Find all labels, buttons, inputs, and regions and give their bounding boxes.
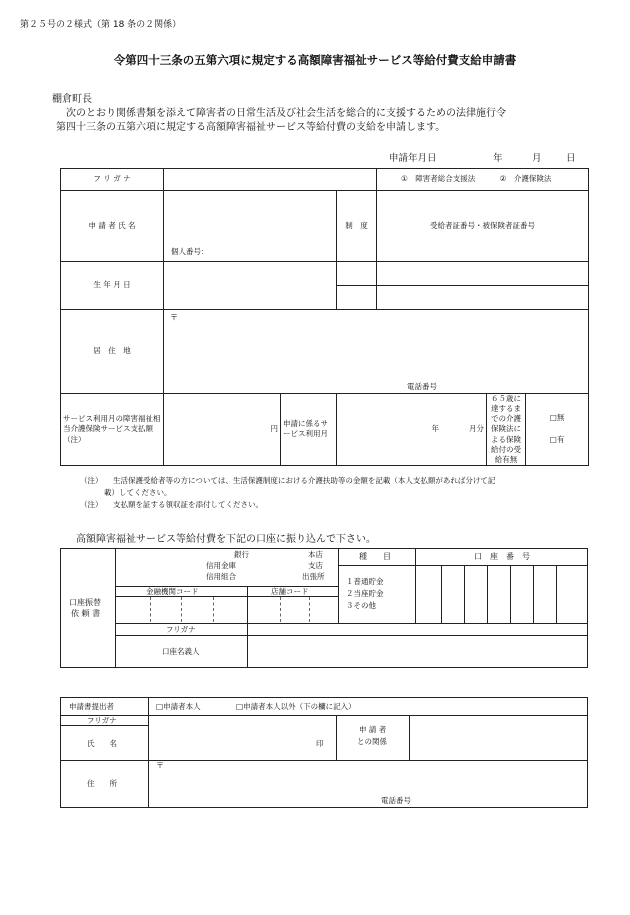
page-title: 令第四十三条の五第六項に規定する高額障害福祉サービス等給付費支給申請書 — [113, 53, 517, 67]
yen-label: 円 — [270, 424, 278, 434]
care-benefit-label: ６５歳に達するまでの介護保険法による保険給付の受給有無 — [487, 394, 526, 466]
option-support-act[interactable]: ① 障害者総合支援法 — [401, 174, 476, 184]
account-number-label: 口 座 番 号 — [474, 552, 530, 561]
year-month-label: 年 月分 — [431, 424, 485, 434]
relation-label-2: との関係 — [357, 737, 387, 746]
branch-type-branch[interactable]: 支店 — [308, 561, 323, 570]
service-month-field[interactable] — [337, 394, 487, 466]
branch-type-sub[interactable]: 出張所 — [302, 572, 325, 581]
deposit-current[interactable]: ２当座貯金 — [346, 589, 384, 598]
address-phone-label: 電話番号 — [407, 381, 437, 391]
system-options[interactable] — [377, 169, 589, 191]
note-2-mark: （注） — [80, 500, 103, 509]
certificate-number-label: 受給者証番号・被保険者証番号 — [377, 191, 589, 262]
submitter-furigana-label: フリガナ — [87, 716, 117, 725]
system-field-2[interactable] — [337, 286, 377, 310]
service-amount-field[interactable] — [164, 394, 281, 466]
note-1-line-1: 生活保護受給者等の方については、生活保護制度における介護扶助等の金額を記載（本人支払額があれば分けて記 — [113, 476, 496, 485]
account-holder-label: 口座名義人 — [162, 647, 200, 656]
submitter-self-checkbox[interactable]: □申請者本人 — [156, 702, 201, 711]
service-amount-label: サービス利用月の障害福祉相当介護保険サービス支払額（注） — [61, 394, 164, 466]
intro-line-2: 第四十三条の五第六項に規定する高額障害福祉サービス等給付費の支給を申請します。 — [56, 122, 446, 133]
branch-code-label: 店舗コード — [271, 587, 309, 596]
date-day-label: 日 — [566, 153, 576, 164]
bank-type-bank[interactable]: 銀行 — [234, 550, 249, 559]
bank-transfer-box — [60, 548, 588, 668]
application-date-label: 申請年月日 — [389, 153, 437, 164]
system-field-1[interactable] — [337, 262, 377, 286]
seal-mark: 印 — [316, 739, 324, 748]
system-label: 制 度 — [337, 191, 377, 262]
submitter-other-checkbox[interactable]: □申請者本人以外（下の欄に記入） — [236, 702, 356, 711]
personal-number-label: 個人番号： — [171, 246, 209, 256]
certificate-number-field-2[interactable] — [377, 286, 589, 310]
application-form-table — [60, 168, 589, 466]
birthdate-field[interactable] — [164, 262, 337, 310]
date-month-label: 月 — [532, 153, 542, 164]
furigana-label: フ リ ガ ナ — [61, 169, 164, 191]
relation-label-1: 申 請 者 — [359, 725, 387, 734]
bank-type-kumiai[interactable]: 信用組合 — [206, 572, 236, 581]
option-care-insurance[interactable]: ② 介護保険法 — [499, 174, 552, 184]
submitter-postal-mark: 〒 — [156, 761, 164, 770]
address-field[interactable] — [164, 310, 589, 394]
bank-section-label-2: 依 頼 書 — [71, 609, 101, 618]
checkbox-yes[interactable]: □有 — [549, 435, 565, 445]
postal-mark: 〒 — [170, 313, 178, 322]
intro-line-1: 次のとおり関係書類を添えて障害者の日常生活及び社会生活を総合的に支援するための法律施行令 — [66, 108, 506, 119]
address-label: 居 住 地 — [61, 310, 164, 394]
deposit-type-label: 種 目 — [359, 552, 391, 561]
care-benefit-checkboxes[interactable] — [526, 394, 589, 466]
bank-code-label: 金融機関コード — [146, 587, 199, 596]
addressee: 棚倉町長 — [52, 94, 92, 105]
certificate-number-field-1[interactable] — [377, 262, 589, 286]
bank-furigana-label: フリガナ — [166, 625, 196, 634]
submitter-name-label: 氏 名 — [87, 739, 117, 748]
submitter-address-label: 住 所 — [87, 779, 117, 788]
submitter-box — [60, 697, 588, 808]
bank-type-shinkin[interactable]: 信用金庫 — [206, 561, 236, 570]
bank-heading: 高額障害福祉サービス等給付費を下記の口座に振り込んで下さい。 — [76, 534, 376, 545]
checkbox-none[interactable]: □無 — [549, 413, 565, 423]
form-number: 第２５号の２様式（第 18 条の２関係） — [20, 20, 182, 30]
furigana-field[interactable] — [164, 169, 377, 191]
deposit-ordinary[interactable]: １普通貯金 — [346, 577, 384, 586]
note-2: 支払額を証する領収証を添付してください。 — [113, 500, 263, 509]
applicant-name-label: 申 請 者 氏 名 — [61, 191, 164, 262]
note-1-mark: （注） — [80, 476, 103, 485]
date-year-label: 年 — [493, 153, 503, 164]
applicant-name-field[interactable] — [164, 191, 337, 262]
submitter-label: 申請書提出者 — [69, 702, 114, 711]
birthdate-label: 生 年 月 日 — [61, 262, 164, 310]
deposit-other[interactable]: ３その他 — [346, 601, 376, 610]
note-1-line-2: 載）してください。 — [104, 488, 172, 497]
submitter-phone-label: 電話番号 — [381, 796, 411, 805]
bank-section-label-1: 口座振替 — [69, 598, 101, 607]
service-month-label: 申請に係るサービス利用月 — [281, 394, 337, 466]
branch-type-main[interactable]: 本店 — [308, 550, 323, 559]
